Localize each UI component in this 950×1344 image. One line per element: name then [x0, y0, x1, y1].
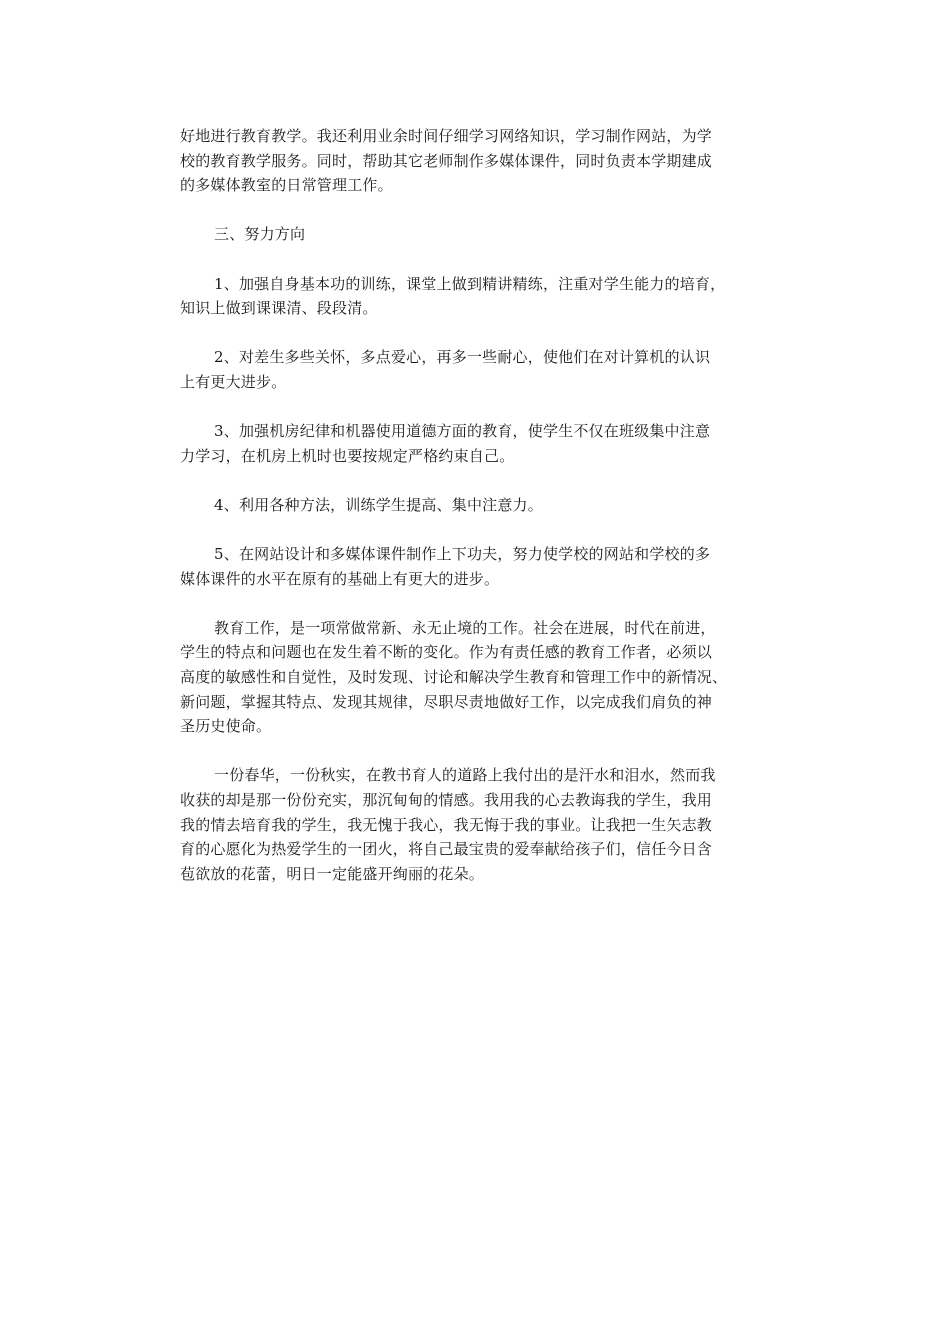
paragraph-line: 三、努力方向 [214, 225, 306, 244]
paragraph-line: 新问题，掌握其特点、发现其规律，尽职尽责地做好工作，以完成我们肩负的神 [180, 692, 713, 711]
paragraph-line: 育的心愿化为热爱学生的一团火，将自己最宝贵的爱奉献给孩子们，信任今日含 [180, 840, 713, 859]
paragraph [180, 124, 780, 198]
paragraph-line: 上有更大进步。 [180, 372, 287, 391]
paragraph [180, 222, 780, 247]
paragraph-line: 苞欲放的花蕾，明日一定能盛开绚丽的花朵。 [180, 864, 485, 883]
paragraph-line: 校的教育教学服务。同时，帮助其它老师制作多媒体课件，同时负责本学期建成 [180, 151, 713, 170]
paragraph-line: 1、加强自身基本功的训练，课堂上做到精讲精练，注重对学生能力的培育， [214, 274, 726, 293]
paragraph [180, 616, 780, 739]
paragraph-line: 知识上做到课课清、段段清。 [180, 299, 378, 318]
paragraph [180, 763, 780, 886]
paragraph [180, 272, 780, 321]
paragraph-line: 收获的却是那一份份充实，那沉甸甸的情感。我用我的心去教诲我的学生，我用 [180, 791, 713, 810]
paragraph-line: 4、利用各种方法，训练学生提高、集中注意力。 [214, 495, 543, 514]
paragraph-line: 力学习，在机房上机时也要按规定严格约束自己。 [180, 446, 515, 465]
paragraph-line: 2、对差生多些关怀，多点爱心，再多一些耐心，使他们在对计算机的认识 [214, 348, 711, 367]
paragraph-line: 3、加强机房纪律和机器使用道德方面的教育，使学生不仅在班级集中注意 [214, 422, 711, 441]
paragraph [180, 493, 780, 518]
paragraph [180, 419, 780, 468]
paragraph-line: 我的情去培育我的学生，我无愧于我心，我无悔于我的事业。让我把一生矢志教 [180, 815, 713, 834]
paragraph-line: 媒体课件的水平在原有的基础上有更大的进步。 [180, 569, 500, 588]
paragraph-line: 高度的敏感性和自觉性，及时发现、讨论和解决学生教育和管理工作中的新情况、 [180, 668, 728, 687]
paragraph-line: 5、在网站设计和多媒体课件制作上下功夫，努力使学校的网站和学校的多 [214, 545, 711, 564]
paragraph-line: 一份春华，一份秋实，在教书育人的道路上我付出的是汗水和泪水，然而我 [214, 766, 716, 785]
paragraph-line: 教育工作，是一项常做常新、永无止境的工作。社会在进展，时代在前进， [214, 618, 716, 637]
paragraph-line: 圣历史使命。 [180, 717, 272, 736]
paragraph-line: 的多媒体教室的日常管理工作。 [180, 176, 393, 195]
document-page [180, 124, 780, 911]
paragraph-line: 好地进行教育教学。我还利用业余时间仔细学习网络知识，学习制作网站，为学 [180, 127, 713, 145]
paragraph [180, 345, 780, 394]
paragraph-line: 学生的特点和问题也在发生着不断的变化。作为有责任感的教育工作者，必须以 [180, 643, 713, 662]
paragraph [180, 542, 780, 591]
